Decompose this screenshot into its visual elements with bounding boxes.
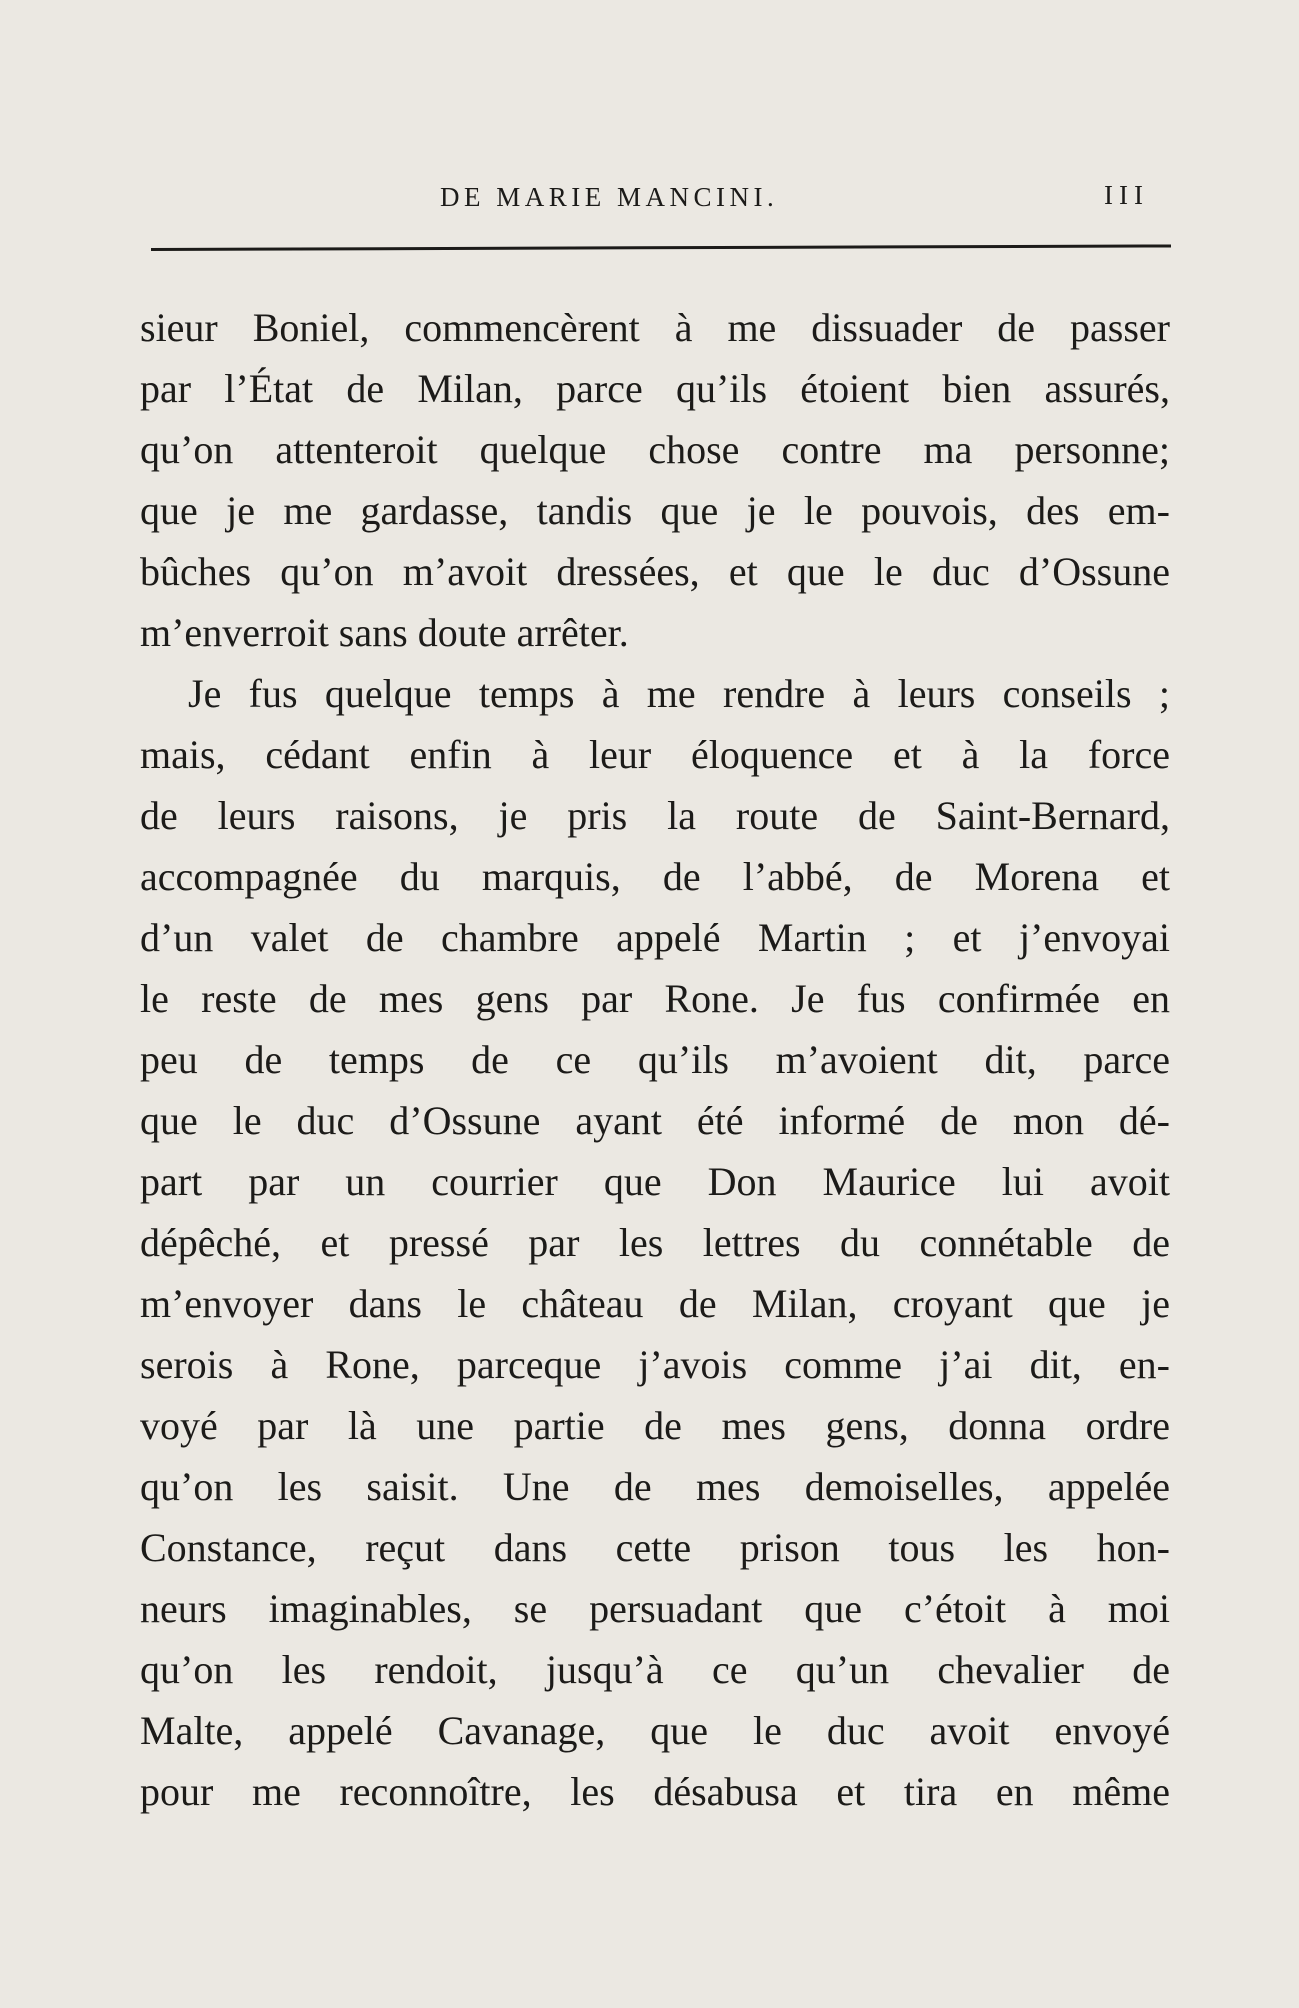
text-line: que je me gardasse, tandis que je le pouvois, des em-: [140, 488, 1170, 533]
text-line: Malte, appelé Cavanage, que le duc avoit envoyé: [140, 1708, 1170, 1753]
text-line: bûches qu’on m’avoit dressées, et que le duc d’Ossune: [140, 549, 1170, 594]
text-line: que le duc d’Ossune ayant été informé de mon dé-: [140, 1098, 1170, 1143]
text-line: serois à Rone, parceque j’avois comme j’ai dit, en-: [140, 1342, 1170, 1387]
header-rule: [151, 244, 1171, 251]
text-line: m’envoyer dans le château de Milan, croyant que je: [140, 1281, 1170, 1326]
text-line: dépêché, et pressé par les lettres du connétable de: [140, 1220, 1170, 1265]
body-text: [140, 297, 1170, 1822]
text-line: sieur Boniel, commencèrent à me dissuader de passer: [140, 305, 1170, 350]
paragraph-end-line: m’enverroit sans doute arrêter.: [140, 610, 629, 655]
text-line: qu’on les saisit. Une de mes demoiselles, appelée: [140, 1464, 1170, 1509]
text-line: le reste de mes gens par Rone. Je fus confirmée en: [140, 976, 1170, 1021]
text-line: voyé par là une partie de mes gens, donna ordre: [140, 1403, 1170, 1448]
running-title: DE MARIE MANCINI.: [440, 182, 779, 212]
text-line: mais, cédant enfin à leur éloquence et à la force: [140, 732, 1170, 777]
text-line: pour me reconnoître, les désabusa et tira en même: [140, 1769, 1170, 1814]
text-line: d’un valet de chambre appelé Martin ; et j’envoyai: [140, 915, 1170, 960]
text-line: qu’on les rendoit, jusqu’à ce qu’un chevalier de: [140, 1647, 1170, 1692]
text-line: accompagnée du marquis, de l’abbé, de Morena et: [140, 854, 1170, 899]
text-line: Constance, reçut dans cette prison tous les hon-: [140, 1525, 1170, 1570]
text-line: neurs imaginables, se persuadant que c’étoit à moi: [140, 1586, 1170, 1631]
text-line: par l’État de Milan, parce qu’ils étoient bien assurés,: [140, 366, 1170, 411]
text-line: de leurs raisons, je pris la route de Saint-Bernard,: [140, 793, 1170, 838]
paragraph-start-line: Je fus quelque temps à me rendre à leurs conseils ;: [188, 671, 1170, 716]
text-line: peu de temps de ce qu’ils m’avoient dit, parce: [140, 1037, 1170, 1082]
text-line: part par un courrier que Don Maurice lui avoit: [140, 1159, 1170, 1204]
text-line: qu’on attenteroit quelque chose contre ma personne;: [140, 427, 1170, 472]
page-number: III: [1104, 180, 1149, 210]
running-head: [0, 172, 1299, 222]
